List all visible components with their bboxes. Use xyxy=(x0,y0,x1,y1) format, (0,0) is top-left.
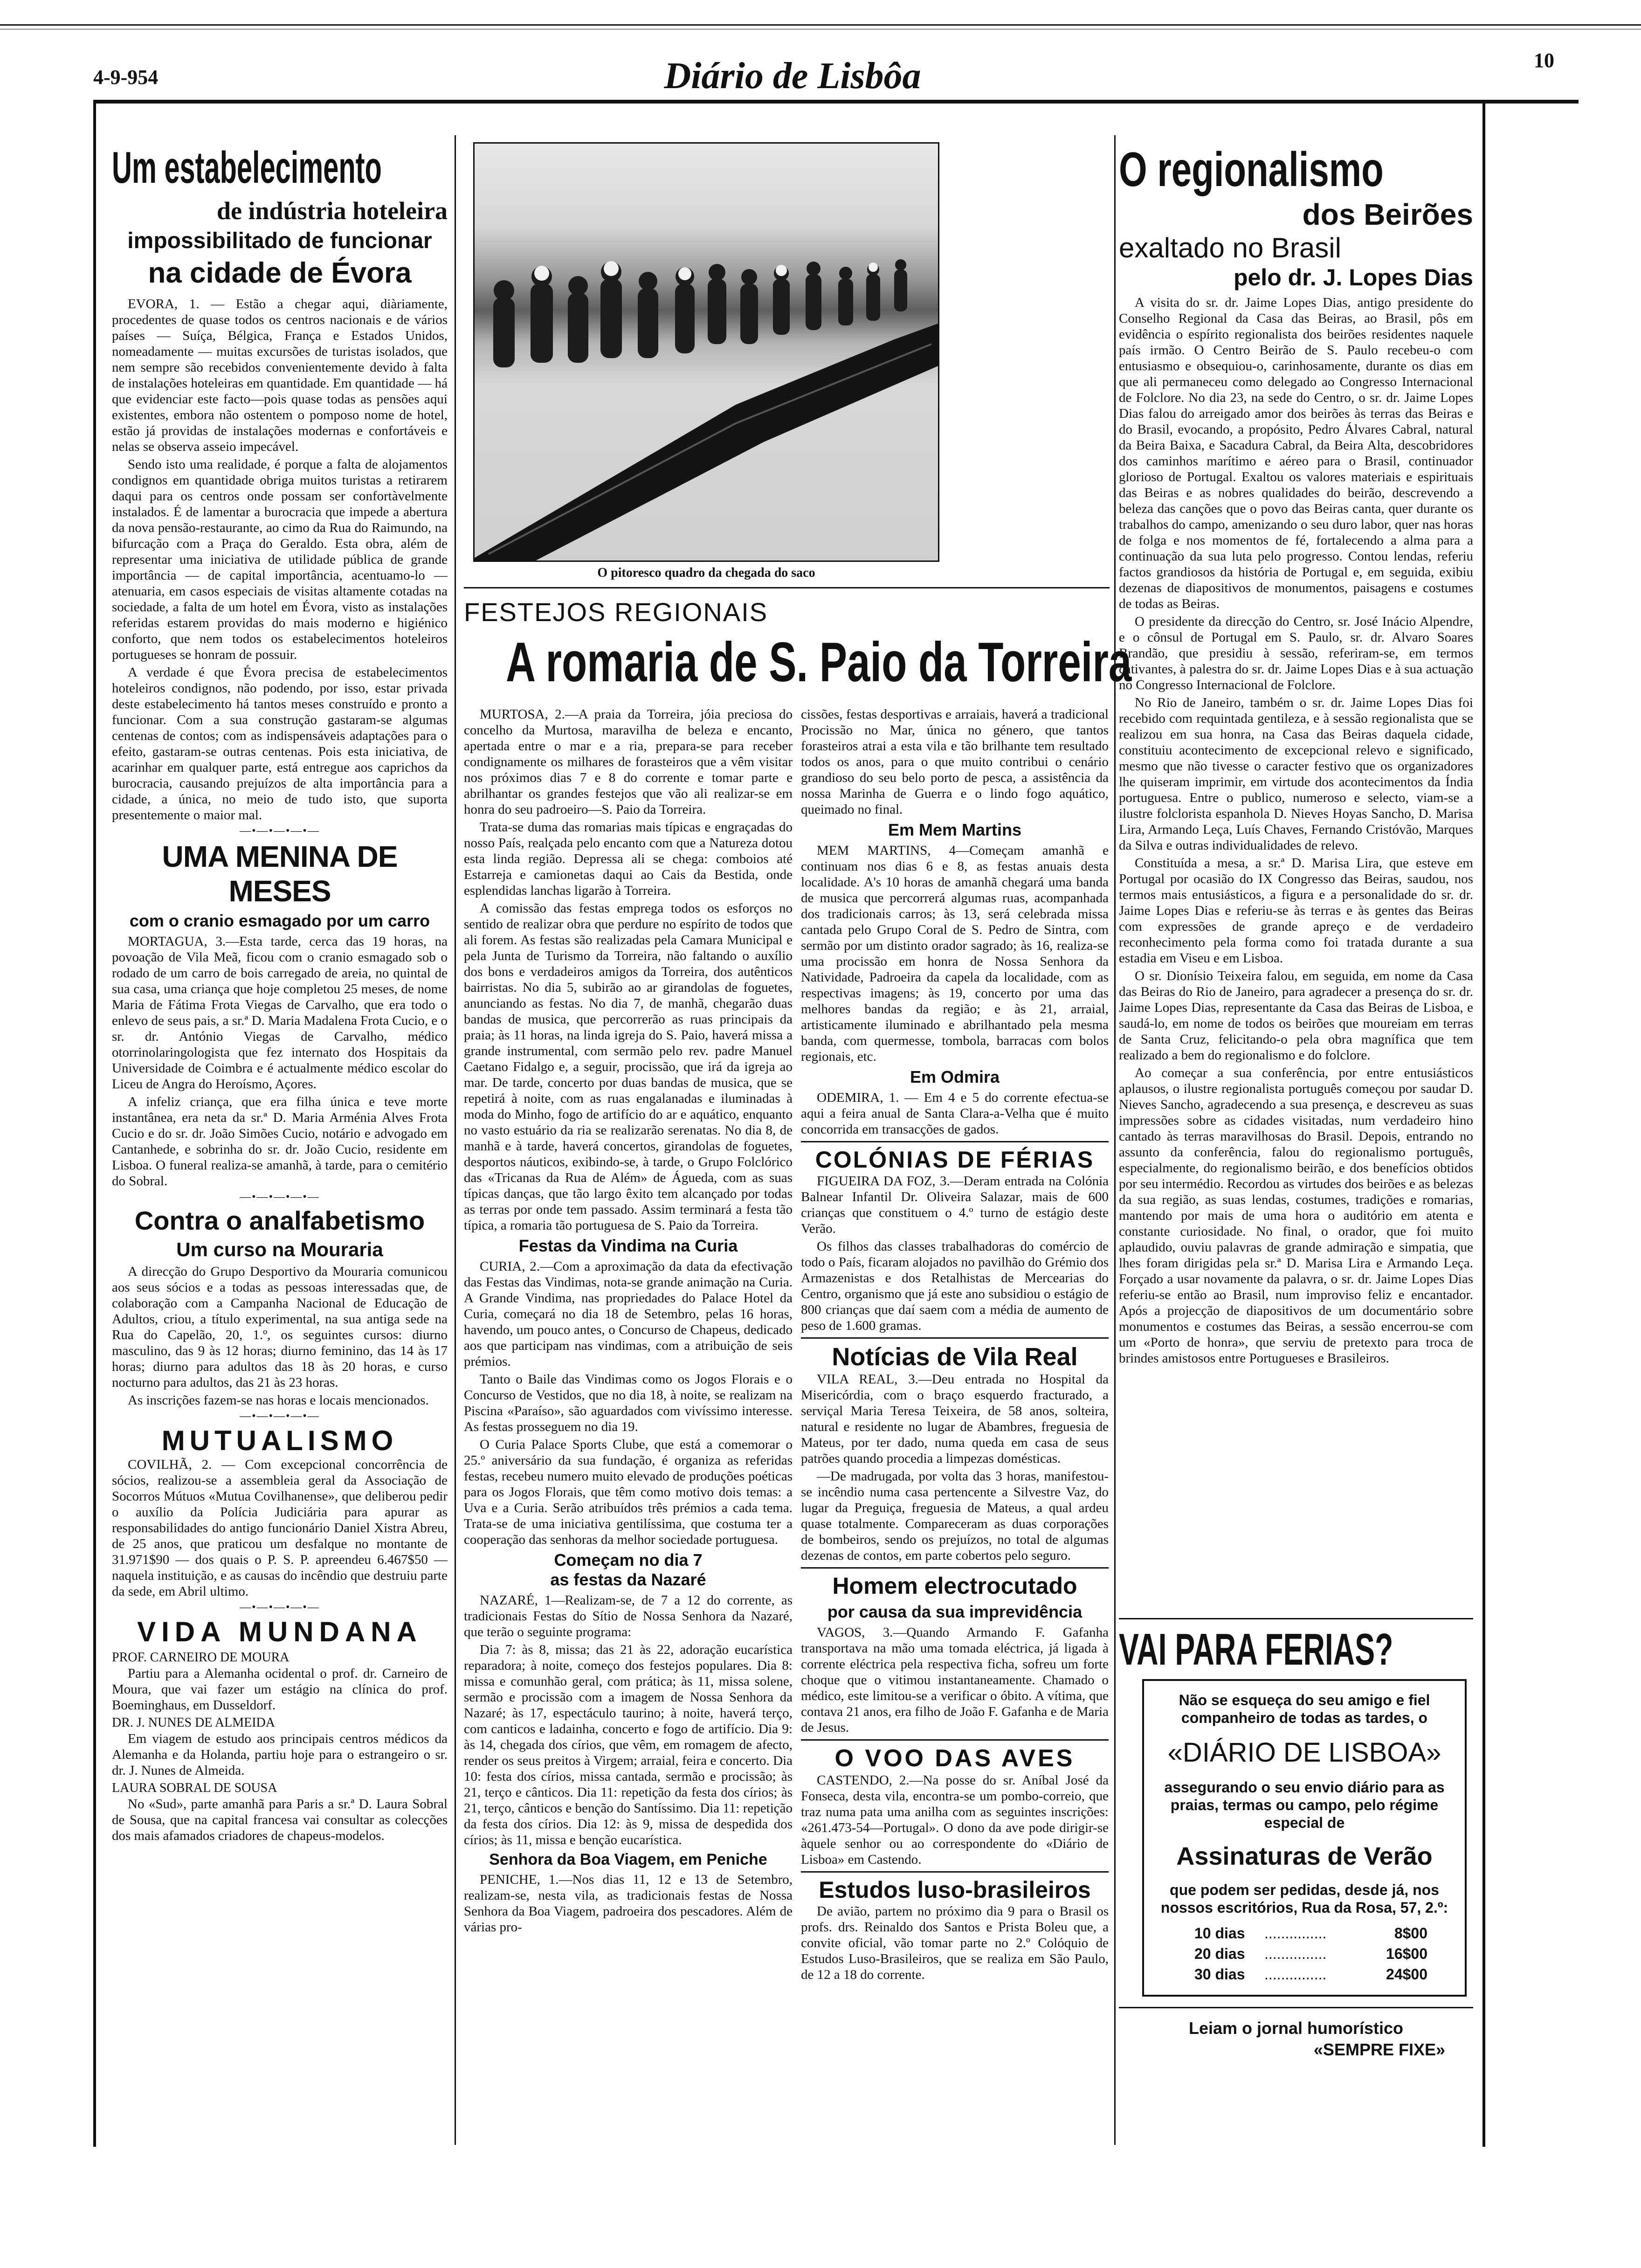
column-2 xyxy=(464,706,793,1937)
hotel-title-l4: na cidade de Évora xyxy=(148,257,412,289)
ad-price: 24$00 xyxy=(1386,1966,1427,1983)
nazare-p1: NAZARÉ, 1—Realizam-se, de 7 a 12 do corrente, as tradicionais Festas do Sítio de Nossa Senhora da Nazaré, que terão o seguinte programa: xyxy=(464,1593,793,1639)
menina-p2: A infeliz criança, que era filha única e teve morte instantânea, era neta da sr.ª D. Maria Arménia Alves Frota Cucio e do sr. dr. João Simões Cucio, notário e advogado em Cantanhede, e sobrinha do sr. dr. João Cucio, residente em Lisboa. O funeral realiza-se amanhã, à tarde, para o cemitério do Sobral. xyxy=(112,1094,448,1189)
estudos-title: Estudos luso-brasileiros xyxy=(819,1877,1091,1903)
romaria-cont: cissões, festas desportivas e arraiais, haverá a tradicional Procissão no Mar, única no género, que tantos forasteiros atrai a esta vila e tão brilhante tem resultado todos os anos, para o que muito contribui o cenário grandioso do seu belo porto de pesca, a assistência da nossa Marinha de Guerra e o lindo fogo aquático, queimado no final. xyxy=(801,707,1109,817)
colonias-p2: Os filhos das classes trabalhadoras do comércio de todo o País, ficaram alojados no pavilhão do Grémio dos Armazenistas e dos Retalhistas de Mercearias do Centro, organismo que já este ano subsidiou o estágio de 800 crianças que daí saem com a média de aumento de peso de 1.600 gramas. xyxy=(801,1239,1109,1333)
romaria-p2: Trata-se duma das romarias mais típicas e engraçadas do nosso País, realçada pelo encanto com que a Natureza dotou esta linda região. Depressa ali se chega: comboios até Estarreja e camionetas daqui ao Cais da Bestida, onde esplendidas lanchas ligarão à Torreira. xyxy=(464,820,793,898)
nazare-title-l1: Começam no dia 7 xyxy=(554,1550,703,1570)
col-sep-3 xyxy=(1114,135,1116,2145)
curia-p1: CURIA, 2.—Com a aproximação da data da efectivação das Festas das Vindimas, nota-se grande animação na Curia. A Grande Vindima, nas propriedades do Palace Hotel da Curia, começará no dia 18 de Setembro, pelas 16 horas, havendo, um pouco antes, o Concurso de Chapeus, dedicado aos que participam nas vindimas, com a atribuição de seis prémios. xyxy=(464,1259,793,1369)
region-p6: Ao começar a sua conferência, por entre entusiásticos aplausos, o ilustre regionalista português começou por saudar D. Nieves Sancho, agradecendo a sua presença, e descreveu as suas impressões sobre as cidades visitadas, num verdadeiro hino cantado às terras maravilhosas do Brasil. Depois, entrando no assunto da conferência, falou do regionalismo português, especialmente, do regionalismo beirão, e dos benefícios obtidos por seu intermédio. Recordou as virtudes dos beirões e as belezas da sua região, as suas lendas, costumes, tradições e romarias, mantendo por mais de uma hora o auditório em atenta e constante curiosidade. No final, o orador, que foi muito aplaudido, ouviu palavras de grande admiração e simpatia, que lhes foram dirigidas pela sr.ª D. Marisa Lira e Armando Leça. Forçado a usar novamente da palavra, o sr. dr. Jaime Lopes Dias referiu-se então ao Brasil, num improviso feliz e encantador. Após a projecção de diapositivos de um documentário sobre monumentos e costumes das Beiras, a sessão encerrou-se com um «Porto de honra», que serviu de pretexto para troca de brindes amistosos entre Portugueses e Brasileiros. xyxy=(1119,1065,1473,1366)
divider: —•—•—•—•— xyxy=(240,1191,320,1203)
mem-p1: MEM MARTINS, 4—Começam amanhã e continuam nos dias 6 e 8, as festas anuais desta localidade. A's 10 horas de amanhã chegará uma banda de musica que percorrerá algumas ruas, acompanhada dos tradicionais carros; às 13, será celebrada missa cantada pelo Grupo Coral de S. Pedro de Sintra, com sermão por um distinto orador sagrado; às 16, realiza-se uma procissão em honra de Nossa Senhora da Natividade, Padroeira da capela da localidade, com as respectivas imagens; às 19, concerto por uma das melhores bandas da região; e às 21, arraial, artisticamente iluminado e abrilhantado pela mesma banda, com quermesse, tombola, barracas com bolos regionais, etc. xyxy=(801,843,1109,1064)
region-p2: O presidente da direcção do Centro, sr. José Inácio Alpendre, e o cônsul de Portugal em S. Paulo, sr. dr. Alvaro Soares Brandão, que presidiu à sessão, referiram-se, em termos cativantes, à palestra do sr. dr. Jaime Lopes Dias e à sua actuação no Congresso Internacional de Folclore. xyxy=(1119,614,1473,692)
ad-days: 10 dias xyxy=(1194,1925,1245,1942)
ad-paper: «DIÁRIO DE LISBOA» xyxy=(1167,1737,1441,1768)
divider-rule xyxy=(801,1871,1109,1873)
vida-p3: No «Sud», parte amanhã para Paris a sr.ª D. Laura Sobral de Sousa, que na capital francesa vai consultar as colecções dos mais afamados criadores de chapeus-modelos. xyxy=(112,1797,448,1843)
homem-title: Homem electrocutado xyxy=(832,1573,1077,1599)
romaria-headline: A romaria de S. Paio da Torreira xyxy=(506,631,1132,693)
colonias-title: COLÓNIAS DE FÉRIAS xyxy=(815,1147,1095,1173)
analf-p1: A direcção do Grupo Desportivo da Mouraria comunicou aos seus sócios e a todas as pessoas interessadas que, de colaboração com a Campanha Nacional de Educação de Adultos, criou, a título experimental, na sua antiga sede na Rua do Capelão, 20, 1.º, os seguintes cursos: diurno masculino, das 9 às 12 horas; diurno feminino, das 14 às 17 horas; diurno para adultos das 18 às 20 horas, e curso nocturno para adultos, das 21 às 23 horas. xyxy=(112,1264,448,1390)
divider-rule xyxy=(801,1141,1109,1142)
ad-top-rule xyxy=(1119,1618,1473,1619)
ad-price: 16$00 xyxy=(1386,1945,1427,1962)
mutual-title: MUTUALISMO xyxy=(161,1425,398,1456)
divider-rule xyxy=(801,1337,1109,1339)
voo-p1: CASTENDO, 2.—Na posse do sr. Aníbal José da Fonseca, desta vila, encontra-se um pombo-correio, que traz numa pata uma anilha com as seguintes inscrições: «261.473-54—Portugal». O dono da ave pode dirigir-se àquele senhor ou ao correspondente do «Diário de Lisboa» em Castendo. xyxy=(801,1773,1109,1867)
region-p3: No Rio de Janeiro, também o sr. dr. Jaime Lopes Dias foi recebido com requintada gentileza, e à sessão regionalista que se realizou em sua honra, na Casa das Beiras daquela cidade, constituiu acontecimento de excepcional relevo e significado, mesmo que não tivesse o caracter festivo que os organizadores lhe quiseram imprimir, em virtude dos acontecimentos da Índia portuguesa. Entre o publico, numeroso e selecto, viam-se a ilustre folclorista espanhola D. Nieves Hoyas Sancho, D. Marisa Lira, Armando Leça, Luís Chaves, Fernando Cristóvão, Marques da Silva e outras individualidades de relevo. xyxy=(1119,695,1473,853)
voo-title: O VOO DAS AVES xyxy=(834,1745,1075,1772)
frame-left xyxy=(93,100,96,2147)
ad-line1: Não se esqueça do seu amigo e fiel companheiro de todas as tardes, o xyxy=(1179,1692,1430,1726)
article-vida-mundana xyxy=(112,1616,448,1844)
article-hotel xyxy=(112,142,448,823)
sempre-fixe-l2: «SEMPRE FIXE» xyxy=(1313,2040,1445,2059)
column-4 xyxy=(1119,142,1473,1368)
center-top xyxy=(464,142,1132,693)
ad-title: VAI PARA FERIAS? xyxy=(1119,1625,1393,1674)
ad-price: 8$00 xyxy=(1394,1925,1427,1942)
divider: —•—•—•—•— xyxy=(240,825,320,837)
region-p1: A visita do sr. dr. Jaime Lopes Dias, antigo presidente do Conselho Regional da Casa das Beiras, ao Brasil, pôs em evidência o espírito regionalista dos beirões residentes naquele país irmão. O Centro Beirão de S. Paulo recebeu-o com entusiasmo e obsequiou-o, carinhosamente, durante os dias em que ali permaneceu como delegado ao Congresso Internacional de Folclore. No dia 23, na sede do Centro, o sr. dr. Jaime Lopes Dias falou do arreigado amor dos beirões às terras das Beiras e do Brasil, evocando, a propósito, Pedro Álvares Cabral, natural da Beira Baixa, e Sacadura Cabral, da Beira Alta, descobridores dos caminhos marítimo e aéreo para o Brasil, continuador glorioso de Portugal. Exaltou os valores materiais e espirituais das Beiras e as nobres qualidades do beirão, descrevendo a beleza das canções que o povo das Beiras canta, quer durante os trabalhos do campo, amenizando o seu duro labor, quer nas horas de folga e nos momentos de fé, fortalecendo a alma para a continuação da sua luta pelo progresso. Contou lendas, referiu factos grandiosos da história de Portugal e, em seguida, exibiu dezenas de diapositivos de monumentos, paisagens e costumes de todas as Beiras. xyxy=(1119,295,1473,611)
romaria-p1: MURTOSA, 2.—A praia da Torreira, jóia preciosa do concelho da Murtosa, maravilha de beleza e encanto, apertada entre o mar e a ria, prepara-se para receber condignamente os milhares de forasteiros que a vêm visitar nos próximos dias 7 e 8 do corrente e tomar parte e abrilhantar os grandes festejos que vão ali realizar-se em honra do seu padroeiro—S. Paio da Torreira. xyxy=(464,707,793,817)
region-p5: O sr. Dionísio Teixeira falou, em seguida, em nome da Casa das Beiras do Rio de Janeiro, para agradecer a presença do sr. dr. Jaime Lopes Dias, representante da Casa das Beiras de Lisboa, e saudá-lo, em nome de todos os beirões que moureiam em terras de Santa Cruz, felicitando-o pela obra magnífica que tem realizado a bem do regionalismo e do folclore. xyxy=(1119,968,1473,1063)
caption-rule xyxy=(464,587,1110,588)
odmira-p1: ODEMIRA, 1. — Em 4 e 5 do corrente efectua-se aqui a feira anual de Santa Clara-a-Velha que é muito concorrida em transacções de gados. xyxy=(801,1090,1109,1137)
region-title-l2: dos Beirões xyxy=(1302,198,1473,231)
vilareal-p1: VILA REAL, 3.—Deu entrada no Hospital da Misericórdia, com o braço esquerdo fracturado, a serviçal Maria Teresa Teixeira, de 58 anos, solteira, natural e residente no lugar de Abambres, freguesia de Mateus, por ter dado, numa queda em casa de seus patrões quando procedia a limpezas domésticas. xyxy=(801,1372,1109,1466)
estudos-p1: De avião, partem no próximo dia 9 para o Brasil os profs. drs. Reinaldo dos Santos e Prista Boleu que, a convite oficial, vão tomar parte no 2.º Colóquio de Estudos Luso-Brasileiros, que se realiza em São Paulo, de 12 a 18 do corrente. xyxy=(801,1904,1109,1982)
colonias-p1: FIGUEIRA DA FOZ, 3.—Deram entrada na Colónia Balnear Infantil Dr. Oliveira Salazar, mais de 600 crianças que constituem o 4.º turno de estágio deste Verão. xyxy=(801,1174,1109,1236)
ad-days: 30 dias xyxy=(1194,1966,1245,1983)
ad-line3: que podem ser pedidas, desde já, nos nossos escritórios, Rua da Rosa, 57, 2.º: xyxy=(1160,1881,1448,1916)
ad-days: 20 dias xyxy=(1194,1945,1245,1962)
nazare-p2: Dia 7: às 8, missa; das 21 às 22, adoração eucarística reparadora; à noite, começo dos festejos populares. Dia 8: missa e comunhão geral, com prática; às 11, missa solene, sermão e procissão com a imagem de Nossa Senhora da Nazaré; às 17, espectáculo taurino; à noite, haverá terço, com canticos e ladainha, concerto e fogo de artifício. Dia 9: às 14, chegada dos círios, que vêm, em romagem de afecto, render os seus preitos à Virgem; arraial, feira e concerto. Dia 10: festa dos círios, missa cantada, sermão e procissão; às 21, terço e cânticos. Dia 11: repetição da festa dos círios; às 21, terço, cânticos e benção do Santíssimo. Dia 11: repetição da festa dos círios. Dia 12: às 9, missa de despedida dos círios; às 11, missa e benção eucarística. xyxy=(464,1642,793,1847)
analf-title: Contra o analfabetismo xyxy=(134,1206,425,1235)
festival-photo xyxy=(473,142,939,562)
masthead: Diário de Lisbôa xyxy=(664,55,921,97)
divider-rule xyxy=(801,1567,1109,1569)
ad-assinaturas: Assinaturas de Verão xyxy=(1176,1842,1433,1870)
homem-p1: VAGOS, 3.—Quando Armando F. Gafanha transportava na mão uma tomada eléctrica, já ligada à corrente eléctrica pela respectiva ficha, sofreu um forte choque que o vitimou instantaneamente. Chamado o médico, este limitou-se a verificar o óbito. A vítima, que contava 21 anos, era filho de João F. Gafanha e de Maria de Jesus. xyxy=(801,1625,1109,1735)
ad-dots: ............... xyxy=(1264,1966,1327,1983)
sempre-fixe-ad xyxy=(1119,2018,1473,2061)
divider-rule xyxy=(801,1739,1109,1741)
mem-title: Em Mem Martins xyxy=(888,820,1022,839)
nazare-title-l2: as festas da Nazaré xyxy=(550,1570,706,1589)
ad-line2: assegurando o seu envio diário para as praias, termas ou campo, pelo régime especial de xyxy=(1164,1779,1445,1831)
divider: —•—•—•—•— xyxy=(240,1601,320,1613)
peniche-p1: PENICHE, 1.—Nos dias 11, 12 e 13 de Setembro, realizam-se, nesta vila, as tradicionais festas de Nossa Senhora da Boa Viagem, padroeira dos pescadores. Além de várias pro- xyxy=(464,1872,793,1935)
frame-top xyxy=(93,100,1579,104)
curia-title: Festas da Vindima na Curia xyxy=(518,1236,738,1255)
ad-dots: ............... xyxy=(1264,1925,1327,1942)
col-sep-1 xyxy=(455,135,456,2145)
column-1 xyxy=(112,142,448,1846)
analf-subtitle: Um curso na Mouraria xyxy=(176,1238,383,1260)
vida-title: VIDA MUNDANA xyxy=(137,1616,422,1647)
ad-bottom-rule xyxy=(1119,2007,1473,2008)
ad-price-row xyxy=(1194,1943,1452,1964)
hotel-title-l3: impossibilitado de funcionar xyxy=(127,228,432,253)
article-menina xyxy=(112,839,448,1189)
issue-date: 4-9-954 xyxy=(93,66,159,89)
hotel-p3: A verdade é que Évora precisa de estabelecimentos hoteleiros condignos, não podendo, por isso, estar privada deste estabelecimento há tantos meses construído e pronto a funcionar. Com a sua construção gastaram-se algumas centenas de contos; com as indispensáveis adaptações para o efeito, gastaram-se outras centenas. Pois esta iniciativa, de acarinhar em qualquer parte, está entregue aos caprichos da burocracia, causando prejuízos de alta importância para a cidade, a única, no meio de tudo isto, que suporta presentemente o maior mal. xyxy=(112,665,448,823)
column-3 xyxy=(801,706,1109,1984)
region-title-l3: exaltado no Brasil xyxy=(1119,232,1341,263)
divider: —•—•—•—•— xyxy=(240,1410,320,1422)
vida-name-2: DR. J. NUNES DE ALMEIDA xyxy=(112,1715,275,1730)
curia-p3: O Curia Palace Sports Clube, que está a comemorar o 25.º aniversário da sua fundação, é organiza as referidas festas, recebeu numero muito elevado de produções poéticas para os Jogos Florais, que têm como motivo dois temas: a Uva e a Curia. Serão atribuídos três prémios a cada tema. Trata-se de uma iniciativa gentilíssima, que costuma ter a cooperação das senhoras da melhor sociedade portuguesa. xyxy=(464,1437,793,1547)
article-analfabetismo xyxy=(112,1205,448,1408)
odmira-title: Em Odmira xyxy=(910,1067,1000,1086)
vilareal-p2: —De madrugada, por volta das 3 horas, manifestou-se incêndio numa casa pertencente a Silvestre Vaz, do lugar da Preguiça, freguesia de Mateus, a qual ardeu quase totalmente. Compareceram as duas corporações de bombeiros, sendo os prejuízos, no total de algumas dezenas de contos, em parte cobertos pelo seguro. xyxy=(801,1469,1109,1563)
hotel-title-l1: Um estabelecimento xyxy=(112,143,382,193)
vida-p2: Em viagem de estudo aos principais centros médicos da Alemanha e da Holanda, partiu hoje para o estrangeiro o sr. dr. J. Nunes de Almeida. xyxy=(112,1731,448,1778)
vida-name-3: LAURA SOBRAL DE SOUSA xyxy=(112,1781,277,1795)
kicker: FESTEJOS REGIONAIS xyxy=(464,597,768,627)
region-title-l1: O regionalismo xyxy=(1119,143,1384,197)
vida-name-1: PROF. CARNEIRO DE MOURA xyxy=(112,1650,290,1665)
ad-price-row xyxy=(1194,1923,1452,1943)
vida-p1: Partiu para a Alemanha ocidental o prof. dr. Carneiro de Moura, que vai fazer um estágio na clínica do prof. Boeminghaus, em Dusseldorf. xyxy=(112,1666,448,1713)
analf-p2: As inscrições fazem-se nas horas e locais mencionados. xyxy=(128,1393,429,1408)
page-number: 10 xyxy=(1534,49,1554,72)
menina-p1: MORTAGUA, 3.—Esta tarde, cerca das 19 horas, na povoação de Vila Meã, ficou com o cranio esmagado sob o rodado de um carro de bois carregado de areia, no quintal de sua casa, uma criança que hoje completou 25 meses, de nome Maria de Fátima Frota Viegas de Carvalho, que era todo o enlevo de seus pais, a sr.ª D. Maria Madalena Frota Cucio, e o sr. dr. António Viegas de Carvalho, médico otorrinolaringologista que fez internato dos Hospitais da Universidade de Coimbra e é actualmente médico escolar do Liceu de Angra do Heroísmo, Açores. xyxy=(112,934,448,1092)
top-rule xyxy=(0,24,1641,26)
ad-dots: ............... xyxy=(1264,1945,1327,1962)
article-mutualismo xyxy=(112,1424,448,1599)
ad-box xyxy=(1142,1679,1467,1997)
ad-price-row xyxy=(1194,1964,1452,1984)
region-title-l4: pelo dr. J. Lopes Dias xyxy=(1233,264,1473,290)
sempre-fixe-l1: Leiam o jornal humorístico xyxy=(1188,2019,1404,2038)
menina-title: UMA MENINA DE MESES xyxy=(162,840,398,908)
hotel-p1: EVORA, 1. — Estão a chegar aqui, diàriamente, procedentes de quase todos os centros nacionais e de vários países — Suíça, Bélgica, França e Estados Unidos, nomeadamente — muitas excursões de turistas isolados, que nem sempre são recebidos convenientemente devido à falta de instalações hoteleiras em quantidade. Em quantidade — há que evidenciar este facto—pois quase todas as pensões aqui existentes, embora não ostentem o pomposo nome de hotel, estão já providas de instalações modernas e confortáveis e nelas se observa asseio impecável. xyxy=(112,297,448,454)
homem-subtitle: por causa da sua imprevidência xyxy=(827,1602,1083,1621)
ad-price-table xyxy=(1194,1923,1452,1984)
hotel-title-l2: de indústria hoteleira xyxy=(217,197,448,225)
ferias-ad xyxy=(1119,1618,1473,2061)
romaria-p3: A comissão das festas emprega todos os esforços no sentido de realizar obra que perdure no espírito de todos que ali forem. As festas são realizadas pela Camara Municipal e pela Junta de Turismo da Torreira, não faltando o auxílio dos bons e verdadeiros amigos da Torreira, dos autênticos bairristas. No dia 5, subirão ao ar girandolas de foguetes, anunciando as festas. No dia 7, de manhã, chegarão duas bandas de musica, que percorrerão as ruas principais da praia; às 11 horas, na linda igreja do S. Paio, haverá missa a grande instrumental, com sermão pelo rev. padre Manuel Caetano Fidalgo e, a seguir, procissão, que irá da igreja ao mar. De tarde, concerto por duas bandas de musica, que se repetirá à noite, com as ruas engalanadas e iluminadas à moda do Minho, fogo de artifício do ar e aquático, enquanto no vasto estuário da ria se realizarão serenatas. No dia 8, de manhã e à tarde, haverá concertos, girandolas de foguetes, desportos náuticos, exibindo-se, à tarde, o Grupo Folclórico das «Tricanas da Rua de Além» de Águeda, com as suas típicas danças, que tão largo êxito tem alcançado por todas as terras por onde tem passado. Assim terminará a festa tão típica, a romaria tão portuguesa de S. Paio da Torreira. xyxy=(464,901,793,1233)
peniche-title: Senhora da Boa Viagem, em Peniche xyxy=(489,1851,767,1868)
vilareal-title: Notícias de Vila Real xyxy=(832,1343,1078,1371)
region-p4: Constituída a mesa, a sr.ª D. Marisa Lira, que esteve em Portugal por ocasião do IX Congresso das Beiras, saudou, nos termos mais entusiásticos, a figura e a personalidade do sr. dr. Jaime Lopes Dias e referiu-se às terras e às gentes das Beiras com expressões de grande apreço e de verdadeiro reconhecimento pela forma como foi tratada durante a sua estadia em Viseu e em Lisboa. xyxy=(1119,856,1473,966)
frame-right xyxy=(1482,100,1485,2147)
menina-subtitle: com o cranio esmagado por um carro xyxy=(129,911,430,930)
photo-caption: O pitoresco quadro da chegada do saco xyxy=(597,566,815,580)
curia-p2: Tanto o Baile das Vindimas como os Jogos Florais e o Concurso de Vestidos, que no dia 18, à noite, se realizam na Piscina «Paraíso», são aguardados com vivíssimo interesse. As festas prosseguem no dia 19. xyxy=(464,1372,793,1434)
hotel-p2: Sendo isto uma realidade, é porque a falta de alojamentos condignos em quantidade obriga muitos turistas a retirarem daqui para os centros onde possam ser confortàvelmente instalados. É de lamentar a burocracia que impede a abertura da nova pensão-restaurante, ao cimo da Rua do Raimundo, na bifurcação com a Praça do Geraldo. Esta obra, além de representar uma iniciativa de utilidade pública de grande importância — de capital importância, acentuamo-lo — atenuaria, em casos especiais de visitas altamente cotadas na sociedade, a falta de um hotel em Évora, visto as instalações referidas estarem providas do mais moderno e higiénico conforto, que nem todos os estabelecimentos hoteleiros portugueses se honram de possuir. xyxy=(112,457,448,662)
mutual-p1: COVILHÃ, 2. — Com excepcional concorrência de sócios, realizou-se a assembleia geral da Associação de Socorros Mútuos «Mutua Covilhanense», que deliberou pedir o auxílio da Polícia Judiciária para apurar as responsabilidades do antigo funcionário Daniel Xistra Abreu, de 25 anos, que praticou um desfalque no montante de 31.971$90 — dos quais o P. S. P. apreendeu 6.467$50 — naquela instituição, e as causas do incêndio que destruiu parte da sede, em Abril ultimo. xyxy=(112,1457,448,1599)
